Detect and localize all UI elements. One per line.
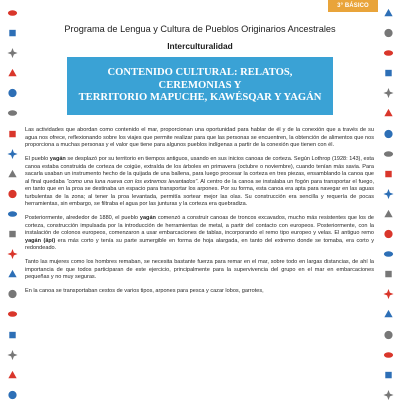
paragraph-4: Tanto las mujeres como los hombres remaban, se necesita bastante fuerza para remar en el mar, sobre todo en largas distancias, de ahí la importancia de que todos participaran de este ejercicio, principalmente para la supervivencia del grupo en el mar en embarcaciones pequeñas y no muy seguras. [25,259,374,281]
bird-icon [383,309,394,319]
paragraph-2: El pueblo yagán se desplazó por su territorio en tiempos antiguos, usando en sus inicios canoas de corteza. Según Lothrop (1928: 143), esta canoa estaba construida de corteza de coigüe, extraída de los árboles en primavera (octubre o noviembre), cuando tenían más savia. Para sacarla usaban un instrumento hecho de la quijada de una ballena, para luego procesar la corteza en tres piezas, ensamblando la canoa que al final quedaba “como una luna nueva con los extremos levantados”. Al centro de la canoa se instalaba un fogón para transportar el fuego, en tanto que en la proa se destinaba un espacio para transportar los arpones. Por su forma, esta canoa era apta para navegar en las aguas turbulentas de la zona; al tener la proa levantada, permitía sortear mejor las olas. Su construcción era sencilla y requería de pocas herramientas, sin embargo, se filtraba el agua por las junturas y la corteza era quebradiza. [25,156,375,208]
sun-icon [383,269,394,279]
harpoon-icon [383,249,394,259]
fish-icon [383,330,394,340]
content-banner [67,57,333,115]
banner-line-1: CONTENIDO CULTURAL: RELATOS, CEREMONIAS Y [107,67,293,91]
fish-icon [7,330,18,340]
wave-icon [383,169,394,179]
star-icon [7,370,18,380]
figure-icon [383,88,394,98]
canoe-icon [7,390,18,400]
basket-icon [383,108,394,118]
star-icon [383,370,394,380]
wave-icon [7,169,18,179]
arrow-icon [7,149,18,159]
left-decorative-border [4,0,20,400]
mask-icon [383,209,394,219]
program-title: Programa de Lengua y Cultura de Pueblos Originarios Ancestrales [64,24,336,34]
drum-icon [7,350,18,360]
figure-icon [7,88,18,98]
paragraph-1: Las actividades que abordan como contenido el mar, proporcionan una oportunidad para hablar de él y de la conexión que a través de su agua nos ofrece, reflexionando sobre los viajes que permite realizar para que las personas se encuentren, la obtención de alimentos que nos proporciona a muchas personas y el valor que tiene para algunos pueblos indígenas a partir de la conexión que tienen con él. [25,127,374,149]
paragraph-3: Posteriormente, alrededor de 1880, el pueblo yagán comenzó a construir canoas de troncos excavados, mucho más resistentes que los de corteza, construcción impulsada por la introducción de herramientas de metal, a partir del contacto con europeos. Posteriormente, con la instalación de colonos europeos, comenzaron a usar embarcaciones de tablas, incorporando el remo tipo europeo y velas. El antiguo remo yagán (äpi) era más corto y tenía su parte sumergible en forma de hoja alargada, en tanto del extremo donde se tomaba, era corto y redondeado. [25,215,375,252]
section-title: Interculturalidad [167,41,233,51]
grade-unit-badge: 3° BÁSICO Unidad 4 [328,0,378,12]
canoe-icon [383,390,394,400]
bird-icon [7,309,18,319]
star-icon [7,129,18,139]
document-body [25,127,374,302]
figure-icon [383,289,394,299]
term-yagan-api: yagán (äpi) [25,237,56,244]
mask-icon [7,209,18,219]
sun-icon [7,269,18,279]
fish-icon [7,8,18,18]
banner-line-2: TERRITORIO MAPUCHE, KAWÉSQAR Y YAGÁN [78,92,322,104]
harpoon-icon [7,249,18,259]
quote: “como una luna nueva con los extremos levantados” [66,178,198,185]
leaf-icon [7,189,18,199]
fish-icon [383,8,394,18]
basket-icon [7,108,18,118]
drum-icon [383,350,394,360]
term-yagan: yagán [139,215,156,222]
shell-icon [7,229,18,239]
leaf-icon [383,189,394,199]
star-icon [383,129,394,139]
arrow-icon [383,149,394,159]
figure-icon [7,289,18,299]
term-yagan: yagán [49,156,66,163]
paragraph-5: En la canoa se transportaban cestos de varios tipos, arpones para pesca y cazar lobos, garrotes, [25,288,264,295]
shell-icon [383,229,394,239]
drum-icon [383,68,394,78]
right-decorative-border [380,0,396,400]
drum-icon [7,68,18,78]
